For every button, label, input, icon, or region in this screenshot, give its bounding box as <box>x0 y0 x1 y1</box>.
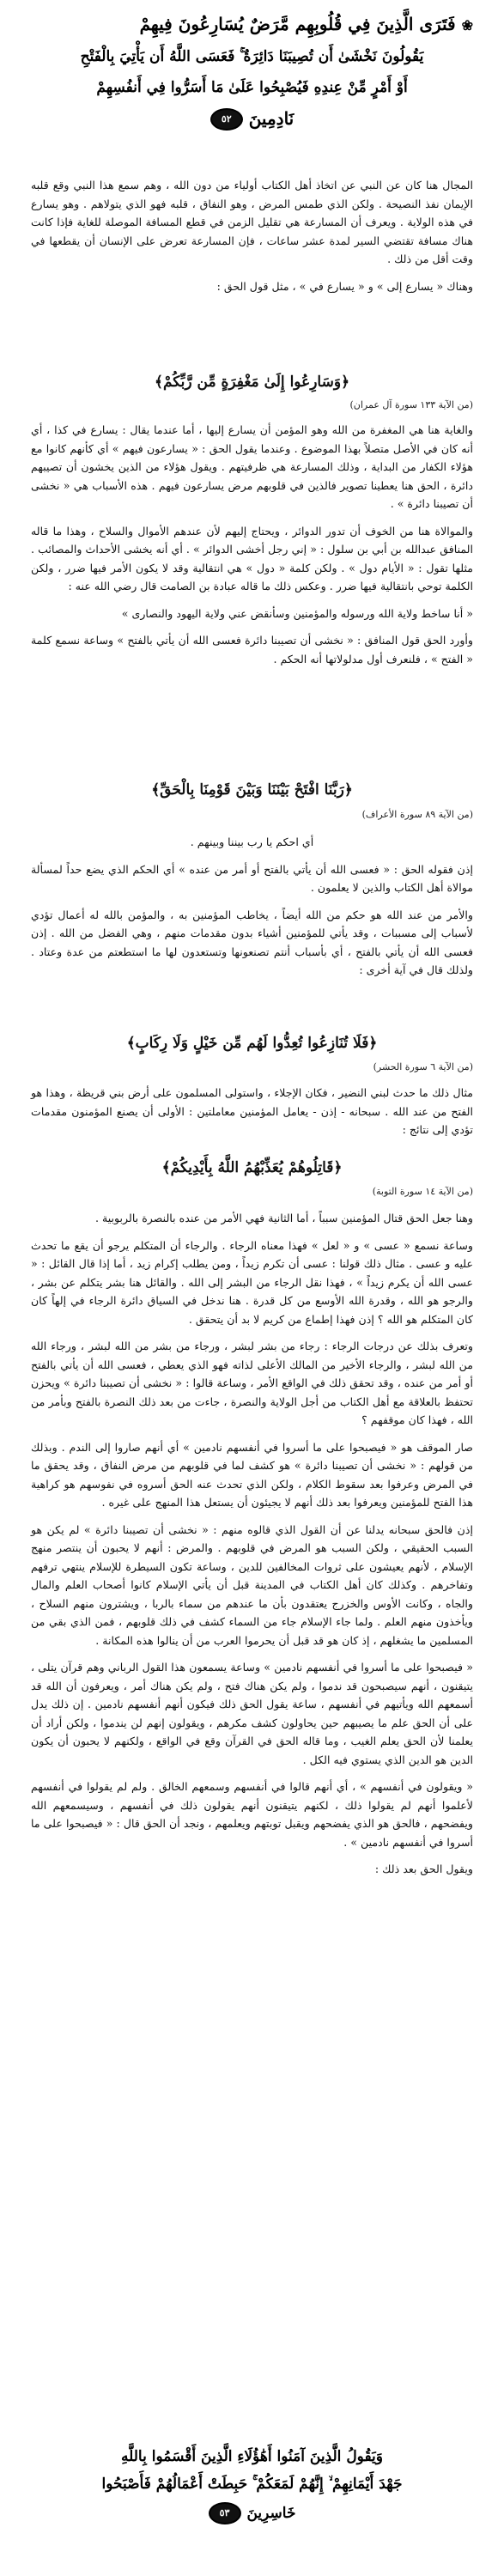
paragraph: وهناك « يسارع إلى » و « يسارع في » ، مثل قول الحق : <box>216 279 473 293</box>
paragraph: إذن فالحق سبحانه يدلنا عن أن القول الذي قالوه منهم : « نخشى أن تصيبنا دائرة » لم يكن هو السبب الحقيقي ، ولكن السبب هو المرض في قلوبهم . والمرض : أنهم لا يحبون أن ينتصر منهج الإسلام ، لأنهم يعيشون على ثروات المخالفين للدين ، وساعة تكون السيطرة للإسلام ينتهي ترفهم وتفاخرهم . وكذلك كان أهل الكتاب في المدينة قبل أن يأتي الإسلام كانوا أصحاب العلم والمال والجاه ، وكانت الأوس والخزرج يعتقدون بأن ما عندهم من سماء بالربا ، ويشترون منهم السلاح ، ويأخذون منهم العلم . ولما جاء الإسلام جاء من السماء كشف في ذلك قلوبهم ، فمن الذي بقي من المسلمين ما يشغلهم ، إذ كان هو قد قبل أن يحرموا العرب من أن ينالوا هذه المكانة . <box>31 1522 473 1647</box>
paragraph: أي احكم يا رب بيننا وبينهم . <box>190 835 314 848</box>
paragraph: ويقول الحق بعد ذلك : <box>374 1862 473 1875</box>
paragraph: وهنا جعل الحق قتال المؤمنين سبباً ، أما الثانية فهي الأمر من عنده بالنصرة بالربوبية . <box>94 1212 473 1224</box>
paragraph: وأورد الحق قول المنافق : « نخشى أن تصيبنا دائرة فعسى الله أن يأتي بالفتح » وساعة نسمع كلمة « الفتح » ، فلنعرف أول مدلولاتها أنه الحكم . <box>31 634 473 665</box>
paragraph: وتعرف بذلك عن درجات الرجاء : رجاء من بشر لبشر ، ورجاء من بشر من الله لبشر ، ورجاء الله من الله لبشر ، والرجاء الأخير من المالك الأعلى لذاته فهو الذي يعطي ، فعسى الله أن يأتي بالفتح أو أمر من عنده ، وقد تحقق ذلك في الواقع الأمر ، وساعة قالوا : « نخشى أن تصيبنا دائرة » ويحزن تحتفظ بالعلاقة مع أهل الكتاب من أجل الولاية والنصرة ، جاءت من بعد ذلك النصرة بالفتح وبأمر من الله ، فهذا كان موقفهم ؟ <box>31 1340 473 1426</box>
verse-reference: (من الآية ١٣٣ سورة آل عمران) <box>349 399 473 410</box>
quote-text: رَبَّنَا افْتَحْ بَيْنَنَا وَبَيْنَ قَوْمِنَا بِالْحَقِّ <box>160 781 344 799</box>
header-verse-line: فَتَرَى الَّذِينَ فِي قُلُوبِهِم مَّرَضٌ يُسَارِعُونَ فِيهِمْ <box>139 14 456 34</box>
ornament-icon: ﴿ <box>333 1159 343 1176</box>
paragraph: مثال ذلك ما حدث لبني النضير ، فكان الإجلاء ، واستولى المسلمون على أرض بني قريظة ، وهذا هو الفتح من عند الله . سبحانه - إذن - يعامل المؤمنين معاملتين : الأولى أن يصنع المؤمنون مقدمات تؤدي إلى نتائج : <box>31 1086 473 1136</box>
paragraph: والأمر من عند الله هو حكم من الله أيضاً ، يخاطب المؤمنين به ، والمؤمن بالله له أعمال تؤدي لأسباب إلى مسببات ، وقد يأتي للمؤمنين أشياء بدون مقدمات منهم ، وهي الفضل من الله . إذن فعسى الله أن يأتي بالفتح ، أي بأسباب أنتم تصنعونها وتستعدون لها ما استطعتم من عدة وعتاد . ولذلك قال في آية أخرى : <box>31 908 473 976</box>
paragraph: « أنا ساخط ولاية الله ورسوله والمؤمنين وسأنقض عني ولاية اليهود والنصارى » <box>121 606 473 620</box>
paragraph: والموالاة هنا من الخوف أن تدور الدوائر ، ويحتاج إليهم لأن عندهم الأموال والسلاح ، وهذا ما قاله المنافق عبدالله بن أبي بن سلول : « إني رجل أخشى الدوائر » . أي أنه يخشى الأحداث والمصائب . مثلها تقول : « الأيام دول » . ولكن كلمة « دول » هي انتقالية وقد لا يكون الأمر فيها ضرر ، ولكن الكلمة توحي بانتقالية فيها ضرر . وعكس ذلك ما قاله عبادة بن الصامت قال رضي الله عنه : <box>31 524 473 592</box>
verse-reference: (من الآية ١٤ سورة التوبة) <box>372 1186 473 1197</box>
quote-text: فَلَا تُنَازِعُوا تُعِدُّوا لَهُم مِّن خَيْلٍ وَلَا رِكَابٍ <box>135 1035 369 1052</box>
header-verse-line: أَوْ أَمْرٍ مِّنْ عِندِهِ فَيُصْبِحُوا عَلَىٰ مَا أَسَرُّوا فِي أَنفُسِهِمْ <box>96 78 408 96</box>
footer-verse-line: جَهْدَ أَيْمَانِهِمْ ۙ إِنَّهُمْ لَمَعَكُمْ ۚ حَبِطَتْ أَعْمَالُهُمْ فَأَصْبَحُوا <box>101 2476 403 2493</box>
footer-verse-line: خَاسِرِينَ <box>246 2505 296 2522</box>
quran-quote <box>31 1030 473 1056</box>
footer-verse <box>31 2443 473 2527</box>
paragraph: المجال هنا كان عن النبي عن اتخاذ أهل الكتاب أولياء من دون الله ، وهم سمع هذا النبي وقع قلبه الإيمان نفذ النصيحة . ولكن الذي طمس المرض ، وهو النفاق ، قلبه فهو الذي يتولاهم . وهو يسارع في هذه الولاية . ويعرف أن المسارعة هي تقليل الزمن في قطع المسافة الموصلة للغاية فإذا كانت هناك مسافة تقتضي السير لمدة عشر ساعات ، فإن المسارعة تعرض على الإنسان أن يقطعها في وقت أقل من ذلك . <box>31 179 473 265</box>
ornament-icon: ❀ <box>461 16 473 33</box>
paragraph: والغاية هنا هي المغفرة من الله وهو المؤمن أن يسارع إليها ، أما عندما يقال : يسارع في كذا ، أي أنه كان في الأصل متصلاً بهذا الموضوع . وعندما يقول الحق : « يسارعون فيهم » أي كأنهم كانوا مع هؤلاء الكفار من البداية ، وذلك المسارعة هي ظرفيتهم . ويقول هؤلاء من الذين يخشون أن تصيبهم دائرة ، الحق هنا يعطينا تصوير فالذين في قلوبهم مرض يسارعون فيهم . هذه الأسباب هي « نخشى أن تصيبنا دائرة » . <box>31 423 473 510</box>
body-section-3 <box>31 833 473 988</box>
verse-number-medallion: ٥٣ <box>209 2502 241 2524</box>
ornament-icon: ﴾ <box>151 781 161 799</box>
ornament-icon: ﴿ <box>341 374 350 391</box>
quran-quote <box>31 777 473 803</box>
paragraph: « فيصبحوا على ما أسروا في أنفسهم نادمين » وساعة يسمعون هذا القول الرباني وهم قرآن يتلى ، يتيقنون ، أنهم سيصبحون قد ندموا ، ولم يكن هناك فتح ، ولم يكن هناك أمر ، ويعرفون أن الله قد أسمعهم الله ويأتيهم في أنفسهم ، ساعة يقول الحق ذلك فيكون أنهم أنفسهم نادمين . إن ذلك يدل على أن الحق علم ما يصيبهم حين يحاولون كشف مكرهم ، ويقولون إنهم لن يندموا ، ولكن أراد أن يعلمنا لأن الحق يعلم الغيب ، وما قاله الحق في القرآن وقع في الواقع ، ولكنهم لا يحبون أن يكون الدين هو الدين الذي يستوي فيه الكل . <box>31 1661 473 1766</box>
ornament-icon: ﴾ <box>161 1159 171 1176</box>
quran-quote <box>31 1155 473 1181</box>
paragraph: صار الموقف هو « فيصبحوا على ما أسروا في أنفسهم نادمين » أي أنهم صاروا إلى الندم . وبذلك من قولهم : « نخشى أن تصيبنا دائرة » هو كشف لما في قلوبهم من مرض النفاق ، وقد يحقق ما في المرض وعرفوا بعد سقوط الكلام ، ولكن الذي تحدث عنه الحق أسروه في نفوسهم هو كراهية هذا الفتح للمؤمنين ويعرفوا بعد ذلك أنهم لا يجيئون أن يستعل هذا المنهج على غيره . <box>31 1440 473 1509</box>
verse-reference: (من الآية ٨٩ سورة الأعراف) <box>361 809 473 820</box>
header-verse-line: نَادِمِينَ <box>248 107 295 129</box>
quran-quote <box>31 369 473 395</box>
ornament-icon: ﴾ <box>154 374 163 391</box>
verse-number-medallion: ٥٢ <box>210 108 243 131</box>
header-verse-line: يَقُولُونَ نَخْشَىٰ أَن تُصِيبَنَا دَائِرَةٌ ۚ فَعَسَى اللَّهُ أَن يَأْتِيَ بِالْفَتْحِ <box>80 47 424 65</box>
body-section-5 <box>31 1209 473 1887</box>
paragraph: وساعة نسمع « عسى » و « لعل » فهذا معناه الرجاء . والرجاء أن المتكلم يرجو أن يقع ما تحدث عليه و عسى . مثال ذلك قولنا : عسى أن تكرم زيداً ، ومن يطلب إكرام زيد ، أما إذا قال القائل : « عسى الله أن يكرم زيداً » ، فهذا نقل الرجاء من البشر إلى الله . والقائل هنا بشر يتكلم عن بشر ، والرجو هو الله ، وقدرة الله الأوسع من كل قدرة . هنا ندخل في السياق دائرة الرجاء في إلهاً كان كان المتكلم هو الله ؟ إذن فهذا إطماع من كريم لا بد أن يتحقق . <box>31 1238 473 1326</box>
ornament-icon: ﴿ <box>343 781 353 799</box>
body-section-2 <box>31 421 473 677</box>
ornament-icon: ﴿ <box>368 1035 378 1052</box>
body-section-1 <box>31 176 473 304</box>
paragraph: « ويقولون في أنفسهم » ، أي أنهم قالوا في أنفسهم وسمعهم الخالق . ولم لم يقولوا في أنفسهم لأعلموا أنهم لم يقولوا ذلك ، لكنهم يتيقنون أنهم يقولون ذلك في أنفسهم ، وسيسمعهم الله ويفضحهم ، فالحق هو الذي يفضحهم ويقبل توبتهم ويعلمهم ، ونجد أن الحق قال : « فيصبحوا على ما أسروا في أنفسهم نادمين » . <box>31 1780 473 1849</box>
verse-reference: (من الآية ٦ سورة الحشر) <box>373 1061 473 1072</box>
header-verse <box>31 9 473 134</box>
quote-text: وَسَارِعُوا إِلَىٰ مَغْفِرَةٍ مِّن رَّبِّكُمْ <box>162 374 342 391</box>
paragraph: إذن فقوله الحق : « فعسى الله أن يأتي بالفتح أو أمر من عنده » أي الحكم الذي يضع حداً لمسألة موالاة أهل الكتاب والذين لا يعلمون . <box>31 862 473 894</box>
quote-text: قَاتِلُوهُمْ يُعَذِّبْهُمُ اللَّهُ بِأَيْدِيكُمْ <box>170 1159 334 1176</box>
body-section-4 <box>31 1084 473 1148</box>
ornament-icon: ﴾ <box>126 1035 136 1052</box>
footer-verse-line: وَيَقُولُ الَّذِينَ آمَنُوا أَهَٰؤُلَاءِ الَّذِينَ أَقْسَمُوا بِاللَّهِ <box>121 2448 383 2465</box>
